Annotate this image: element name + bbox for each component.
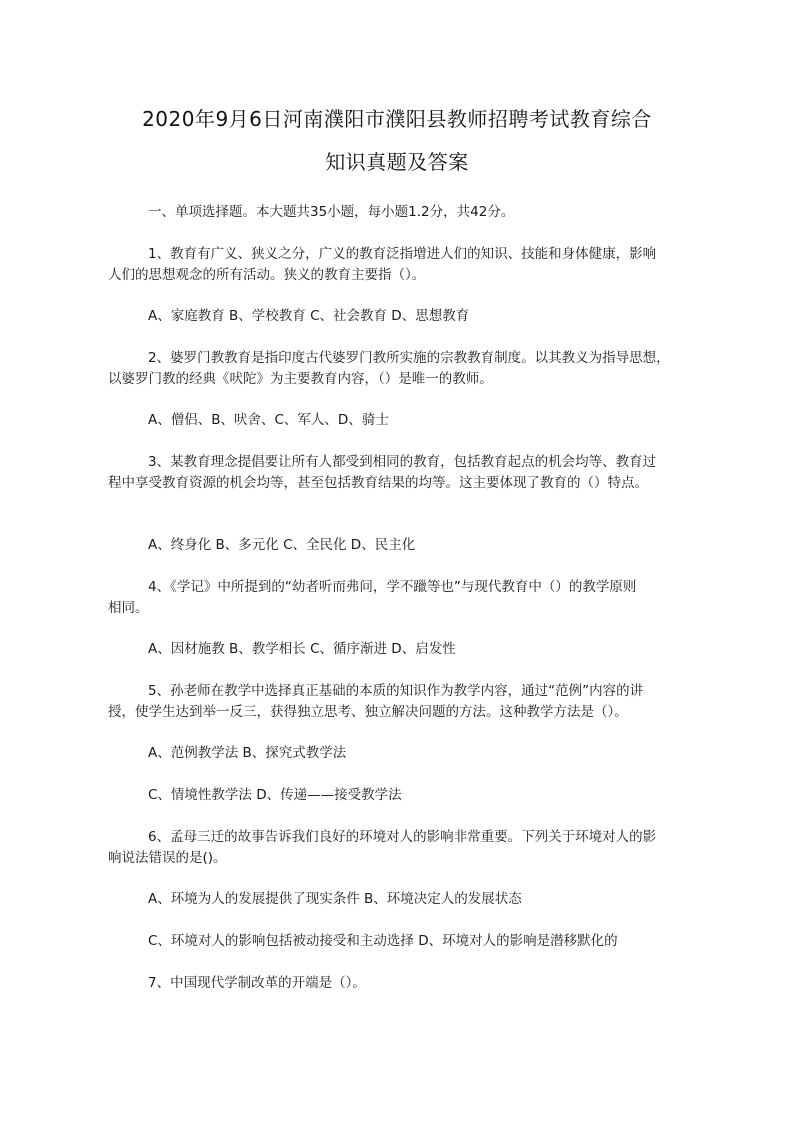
question-6-stem-line2: 响说法错误的是()。 xyxy=(108,850,227,866)
question-2-stem-line1: 2、婆罗门教教育是指印度古代婆罗门教所实施的宗教教育制度。以其教义为指导思想， xyxy=(148,350,670,366)
question-2-options: A、僧侣、B、吠舍、C、军人、D、骑士 xyxy=(148,412,389,428)
document-title-line2: 知识真题及答案 xyxy=(325,150,469,174)
question-4-stem-line2: 相同。 xyxy=(108,600,149,616)
question-3-stem-line1: 3、某教育理念提倡要让所有人都受到相同的教育，包括教育起点的机会均等、教育过 xyxy=(148,454,657,470)
question-1-stem-line2: 人们的思想观念的所有活动。狭义的教育主要指（）。 xyxy=(108,267,426,283)
question-5-stem-line2: 授，使学生达到举一反三，获得独立思考、独立解决问题的方法。这种教学方法是（）。 xyxy=(108,704,628,720)
question-6-options-line1: A、环境为人的发展提供了现实条件 B、环境决定人的发展状态 xyxy=(148,891,522,907)
question-6-options-line2: C、环境对人的影响包括被动接受和主动选择 D、环境对人的影响是潜移默化的 xyxy=(148,933,618,949)
question-4-stem-line1: 4、《学记》中所提到的“幼者听而弗问，学不躐等也”与现代教育中（）的教学原则 xyxy=(148,579,637,595)
question-3-stem-line2: 程中享受教育资源的机会均等，甚至包括教育结果的均等。这主要体现了教育的（）特点。 xyxy=(108,475,648,491)
section-header: 一、单项选择题。本大题共35小题，每小题1.2分，共42分。 xyxy=(148,204,515,220)
question-7-stem-line1: 7、中国现代学制改革的开端是（）。 xyxy=(148,975,366,991)
question-2-stem-line2: 以婆罗门教的经典《吠陀》为主要教育内容，（）是唯一的教师。 xyxy=(108,371,493,387)
question-4-options: A、因材施教 B、教学相长 C、循序渐进 D、启发性 xyxy=(148,641,456,657)
question-3-options: A、终身化 B、多元化 C、全民化 D、民主化 xyxy=(148,537,416,553)
question-1-options: A、家庭教育 B、学校教育 C、社会教育 D、思想教育 xyxy=(148,308,470,324)
question-5-stem-line1: 5、孙老师在教学中选择真正基础的本质的知识作为教学内容，通过“范例”内容的讲 xyxy=(148,683,644,699)
question-5-options-line1: A、范例教学法 B、探究式教学法 xyxy=(148,745,347,761)
question-5-options-line2: C、情境性教学法 D、传递——接受教学法 xyxy=(148,787,402,803)
question-1-stem-line1: 1、教育有广义、狭义之分，广义的教育泛指增进人们的知识、技能和身体健康，影响 xyxy=(148,246,657,262)
question-6-stem-line1: 6、孟母三迁的故事告诉我们良好的环境对人的影响非常重要。下列关于环境对人的影 xyxy=(148,829,657,845)
document-title-line1: 2020年9月6日河南濮阳市濮阳县教师招聘考试教育综合 xyxy=(142,107,652,131)
